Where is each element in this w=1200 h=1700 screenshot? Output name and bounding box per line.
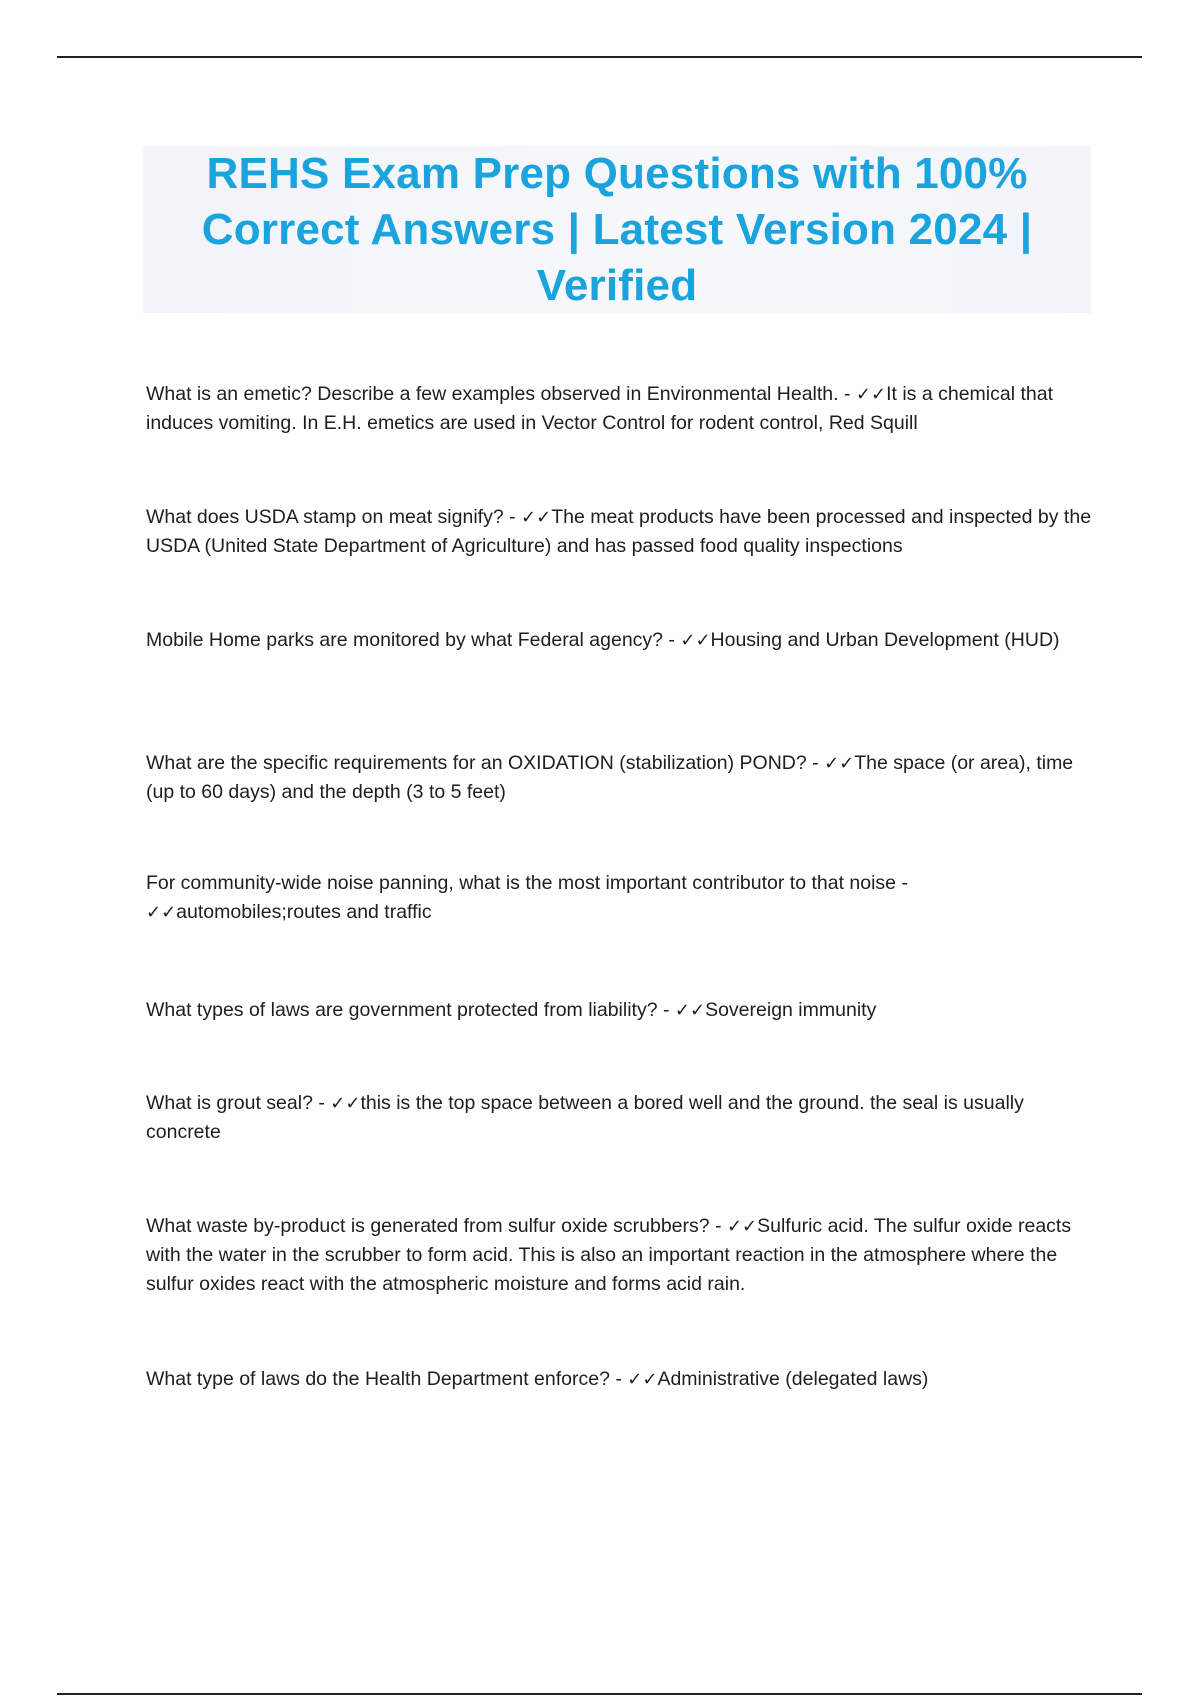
question-text: What waste by-product is generated from sulfur oxide scrubbers?: [146, 1214, 710, 1237]
top-rule: [57, 56, 1142, 58]
answer-text: Sovereign immunity: [705, 998, 877, 1021]
check-icon: ✓✓: [330, 1092, 361, 1114]
check-icon: ✓✓: [680, 629, 711, 651]
check-icon: ✓✓: [855, 383, 887, 405]
check-icon: ✓✓: [824, 752, 855, 774]
answer-text: Sulfuric acid. The sulfur oxide reacts with the water in the scrubber to form acid. This is also an important reaction in the atmosphere where the sulfur oxides react with the atmospheric moisture and forms acid rain.: [146, 1214, 1072, 1295]
bottom-rule: [57, 1693, 1142, 1695]
separator: -: [312, 1091, 331, 1114]
qa-item: [146, 1089, 1096, 1147]
separator: -: [663, 628, 681, 651]
answer-text: It is a chemical that induces vomiting. In E.H. emetics are used in Vector Control for rodent control, Red Squill: [146, 382, 1053, 434]
question-text: Mobile Home parks are monitored by what Federal agency?: [146, 628, 664, 651]
check-icon: ✓✓: [521, 506, 552, 528]
question-text: What does USDA stamp on meat signify?: [146, 505, 504, 528]
answer-text: automobiles;routes and traffic: [176, 900, 432, 923]
check-icon: ✓✓: [726, 1215, 758, 1237]
qa-item: [146, 1212, 1096, 1299]
question-text: What types of laws are government protected from liability?: [146, 998, 658, 1021]
document-title: REHS Exam Prep Questions with 100% Correct Answers | Latest Version 2024 | Verified: [201, 148, 1033, 310]
question-text: For community-wide noise panning, what is the most important contributor to that noise: [146, 871, 897, 894]
separator: -: [657, 998, 675, 1021]
separator: -: [503, 505, 522, 528]
qa-item: [146, 626, 1096, 655]
separator: -: [806, 751, 825, 774]
qa-item: [146, 749, 1096, 807]
answer-text: The space (or area), time (up to 60 days) and the depth (3 to 5 feet): [146, 751, 1074, 803]
qa-item: [146, 380, 1096, 438]
answer-text: Housing and Urban Development (HUD): [710, 628, 1060, 651]
qa-item: [146, 1365, 1096, 1394]
question-text: What is grout seal?: [146, 1091, 313, 1114]
separator: -: [609, 1367, 628, 1390]
separator: -: [838, 382, 856, 405]
answer-text: this is the top space between a bored well and the ground. the seal is usually concrete: [146, 1091, 1024, 1143]
qa-item: [146, 503, 1096, 561]
question-text: What type of laws do the Health Department enforce?: [146, 1367, 610, 1390]
check-icon: ✓✓: [146, 901, 177, 923]
separator: -: [896, 871, 908, 894]
answer-text: Administrative (delegated laws): [657, 1367, 929, 1390]
check-icon: ✓✓: [674, 999, 706, 1021]
answer-text: The meat products have been processed and inspected by the USDA (United State Department of Agriculture) and has passed food quality inspections: [146, 505, 1092, 557]
qa-item: [146, 869, 1096, 927]
check-icon: ✓✓: [627, 1368, 658, 1390]
qa-item: [146, 996, 1096, 1025]
question-text: What is an emetic? Describe a few examples observed in Environmental Health.: [146, 382, 839, 405]
question-text: What are the specific requirements for an OXIDATION (stabilization) POND?: [146, 751, 807, 774]
title-banner: [143, 146, 1091, 313]
separator: -: [709, 1214, 727, 1237]
